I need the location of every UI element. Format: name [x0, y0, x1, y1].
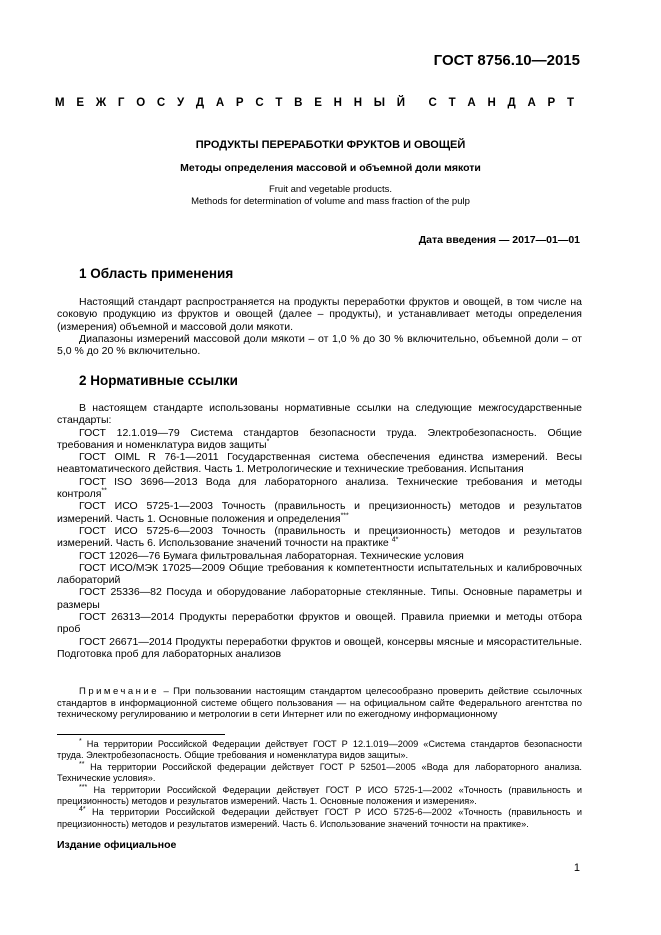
page-number: 1 [573, 862, 580, 874]
introduction-date: Дата введения — 2017—01—01 [418, 234, 580, 246]
heading-letter: А [215, 97, 225, 109]
reference-text: ГОСТ 12026—76 Бумага фильтровальная лабораторная. Технические условия [79, 549, 464, 562]
document-title: ПРОДУКТЫ ПЕРЕРАБОТКИ ФРУКТОВ И ОВОЩЕЙ [195, 139, 466, 151]
footnote-text: На территории Российской Федерации действует ГОСТ Р 12.1.019—2009 «Система стандартов безопасности труда. Электробезопасность. Общие требования и номенклатура видов защиты». [57, 739, 582, 761]
footnote-text: На территории Российской Федерации действует ГОСТ Р ИСО 5725-1—2002 «Точность (правильность и прецизионность) методов и результатов измерений. Часть 1. Основные положения и измерения». [57, 784, 582, 807]
footnote-divider [57, 734, 225, 735]
footnote-marker: * [266, 438, 270, 446]
heading-letter: С [255, 97, 264, 109]
heading-letter: Т [275, 97, 283, 109]
reference-text: ГОСТ ISO 3696—2013 Вода для лабораторного анализа. Технические требования и методы контроля [57, 475, 582, 501]
section-2-body [57, 402, 582, 660]
footnote-mark: *** [79, 783, 88, 791]
reference-text: ГОСТ 26671—2014 Продукты переработки фруктов и овощей, консервы мясные и мясорастительные. Подготовка проб для лабораторных анализов [57, 635, 582, 660]
heading-letter: М [55, 97, 65, 109]
note [57, 686, 582, 721]
section-1-paragraph: Настоящий стандарт распространяется на продукты переработки фруктов и овощей, в том числе на соковую продукцию из фруктов и овощей (далее – продукты), и устанавливает методы определения (измерения) объемной и массовой доли мякоти. [57, 296, 582, 333]
reference-item [57, 586, 582, 611]
reference-list [57, 427, 582, 661]
section-1-paragraph: Диапазоны измерений массовой доли мякоти – от 1,0 % до 30 % включительно, объемной доли – от 5,0 % до 20 % включительно. [57, 332, 582, 358]
reference-item [57, 427, 582, 452]
section-1-heading: 1 Область применения [79, 266, 234, 281]
footnote-marker: *** [340, 512, 349, 520]
footnote-text: На территории Российской Федерации действует ГОСТ Р ИСО 5725-6—2002 «Точность (правильность и прецизионность) методов и результатов измерений. Часть 6. Использование значений точности на практике». [57, 807, 582, 829]
footnote-mark: * [79, 737, 82, 745]
reference-item [57, 525, 582, 550]
footnote [57, 762, 582, 785]
heading-letter: Й [396, 97, 406, 109]
footnote-marker: 4* [391, 536, 399, 544]
interstate-standard-heading [55, 97, 574, 109]
reference-item [57, 562, 582, 587]
note-text: – При пользовании настоящим стандартом целесообразно проверить действие ссылочных стандартов в информационной системе общего пользования — на официальном сайте Федерального агентства по техническому регулированию и метрологии в сети Интернет или по ежегодному информационному [57, 686, 582, 721]
heading-letter: О [136, 97, 146, 109]
english-title-line-2: Methods for determination of volume and mass fraction of the pulp [191, 196, 470, 207]
heading-letter: Е [76, 97, 85, 109]
heading-letter: Н [333, 97, 342, 109]
heading-letter: Д [507, 97, 516, 109]
note-label: Примечание [79, 686, 159, 697]
footnote [57, 785, 582, 808]
reference-text: ГОСТ 25336—82 Посуда и оборудование лабораторные стеклянные. Типы. Основные параметры и размеры [57, 586, 582, 611]
footnote-marker: ** [101, 487, 107, 495]
edition-label: Издание официальное [57, 839, 177, 851]
reference-item [57, 476, 582, 501]
heading-letter: Г [117, 97, 125, 109]
english-title-line-1: Fruit and vegetable products. [268, 184, 393, 195]
heading-letter: А [467, 97, 476, 109]
footnotes [57, 739, 582, 830]
heading-letter: С [428, 97, 437, 109]
reference-text: ГОСТ ИСО/МЭК 17025—2009 Общие требования к компетентности испытательных и калибровочных лабораторий [57, 561, 582, 587]
heading-letter: Д [195, 97, 205, 109]
footnote [57, 739, 582, 762]
reference-item [57, 500, 582, 525]
footnote-text: На территории Российской федерации действует ГОСТ Р 52501—2005 «Вода для лабораторного анализа. Технические условия». [57, 761, 582, 784]
heading-letter: Е [314, 97, 322, 109]
reference-item [57, 636, 582, 661]
heading-letter: Т [448, 97, 456, 109]
document-subtitle: Методы определения массовой и объемной доли мякоти [180, 162, 481, 174]
heading-letter: Ж [95, 97, 107, 109]
reference-item [57, 611, 582, 636]
footnote-mark: 4* [79, 806, 86, 814]
reference-text: ГОСТ ИСО 5725-1—2003 Точность (правильность и прецизионность) методов и результатов измерений. Часть 1. Основные положения и определения [57, 500, 582, 525]
document-code: ГОСТ 8756.10—2015 [433, 52, 580, 69]
reference-item [57, 550, 582, 562]
footnote-mark: ** [79, 760, 85, 768]
reference-item [57, 451, 582, 476]
section-2-heading: 2 Нормативные ссылки [79, 373, 238, 388]
section-2-intro: В настоящем стандарте использованы нормативные ссылки на следующие межгосударственные стандарты: [57, 402, 582, 427]
heading-letter: Т [566, 97, 574, 109]
heading-letter: С [156, 97, 166, 109]
heading-letter: Р [547, 97, 556, 109]
heading-letter: У [176, 97, 185, 109]
heading-letter: Н [487, 97, 496, 109]
heading-letter: А [527, 97, 536, 109]
heading-letter: Р [235, 97, 244, 109]
english-title [0, 184, 661, 208]
section-1-body [57, 296, 582, 357]
reference-text: ГОСТ 12.1.019—79 Система стандартов безопасности труда. Электробезопасность. Общие требования и номенклатура видов защиты [57, 426, 582, 451]
reference-text: ГОСТ OIML R 76-1—2011 Государственная система обеспечения единства измерений. Весы неавтоматического действия. Часть 1. Метрологические и технические требования. Испытания [57, 451, 582, 476]
heading-letter: Н [353, 97, 363, 109]
heading-letter: В [294, 97, 303, 109]
heading-letter: Ы [373, 97, 386, 109]
reference-text: ГОСТ 26313—2014 Продукты переработки фруктов и овощей. Правила приемки и методы отбора проб [57, 611, 582, 636]
footnote [57, 807, 582, 830]
reference-text: ГОСТ ИСО 5725-6—2003 Точность (правильность и прецизионность) методов и результатов измерений. Часть 6. Использование значений точности на практике [57, 524, 582, 550]
